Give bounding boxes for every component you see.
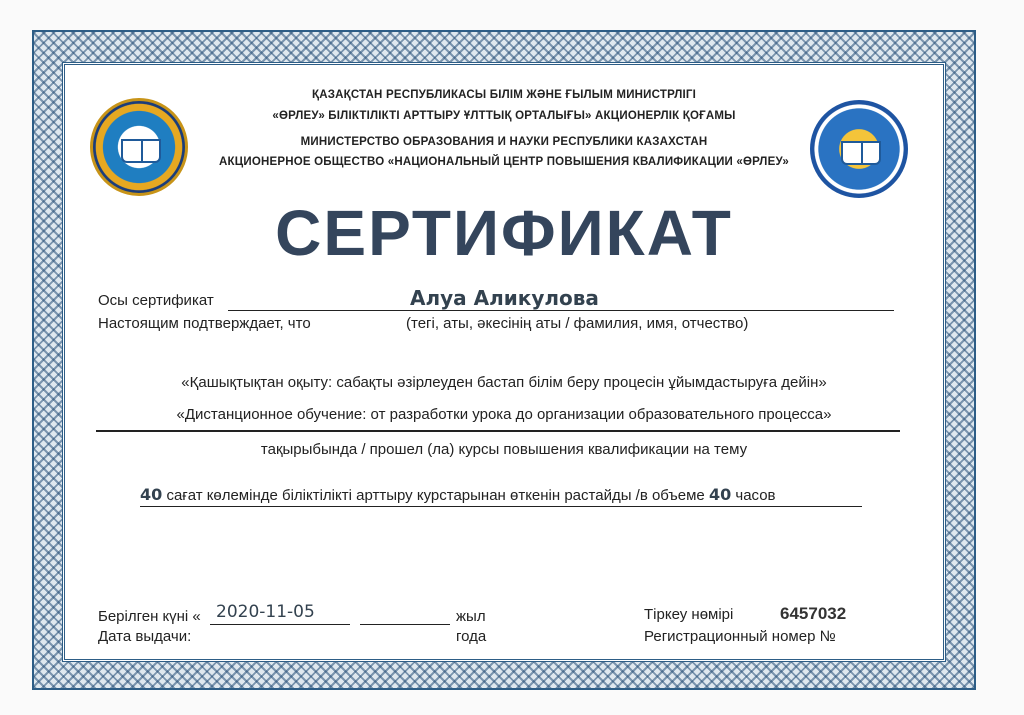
- date-label-ru: Дата выдачи:: [98, 628, 192, 645]
- date-line-2: [360, 624, 450, 625]
- recipient-label-kz: Осы сертификат: [98, 292, 214, 309]
- year-label-kz: жыл: [456, 608, 486, 625]
- date-value: 2020-11-05: [216, 602, 315, 622]
- header-line-4: АКЦИОНЕРНОЕ ОБЩЕСТВО «НАЦИОНАЛЬНЫЙ ЦЕНТР ПОВЫШЕНИЯ КВАЛИФИКАЦИИ «ӨРЛЕУ»: [219, 156, 789, 168]
- reg-label-kz: Тіркеу нөмірі: [644, 606, 734, 623]
- hours-suffix: часов: [735, 487, 776, 504]
- topic-line: тақырыбында / прошел (ла) курсы повышения квалификации на тему: [260, 441, 748, 458]
- date-label-kz: Берілген күні «: [98, 608, 201, 625]
- course-underline: [96, 430, 900, 432]
- hours-value: 40: [708, 485, 732, 504]
- reg-label-ru: Регистрационный номер №: [644, 628, 836, 645]
- header-line-3: МИНИСТЕРСТВО ОБРАЗОВАНИЯ И НАУКИ РЕСПУБЛИКИ КАЗАХСТАН: [300, 136, 708, 148]
- certificate-content: [32, 30, 976, 690]
- course-title-kz: «Қашықтықтан оқыту: сабақты әзірлеуден бастап білім беру процесін ұйымдастыруға дейін»: [181, 374, 827, 391]
- hours-line: [140, 485, 776, 504]
- reg-value: 6457032: [780, 604, 847, 623]
- hours-underline: [140, 506, 862, 507]
- hours-prefix: 40: [140, 485, 163, 504]
- year-label-ru: года: [456, 628, 487, 645]
- date-line: [210, 624, 350, 625]
- hours-text: сағат көлемінде біліктілікті арттыру курстарынан өткенін растайды /в объеме: [166, 487, 705, 504]
- recipient-name-line: [228, 310, 894, 311]
- certificate-title: СЕРТИФИКАТ: [275, 197, 733, 269]
- recipient-name: Алуа Аликулова: [410, 286, 599, 310]
- recipient-label-ru: Настоящим подтверждает, что: [98, 315, 311, 332]
- header-line-2: «ӨРЛЕУ» БІЛІКТІЛІКТІ АРТТЫРУ ҰЛТТЫҚ ОРТАЛЫҒЫ» АКЦИОНЕРЛІК ҚОҒАМЫ: [272, 110, 736, 122]
- recipient-hint: (тегі, аты, әкесінің аты / фамилия, имя, отчество): [406, 315, 749, 332]
- course-title-ru: «Дистанционное обучение: от разработки урока до организации образовательного процесса»: [176, 406, 832, 423]
- header-line-1: ҚАЗАҚСТАН РЕСПУБЛИКАСЫ БІЛІМ ЖӘНЕ ҒЫЛЫМ МИНИСТРЛІГІ: [311, 89, 697, 101]
